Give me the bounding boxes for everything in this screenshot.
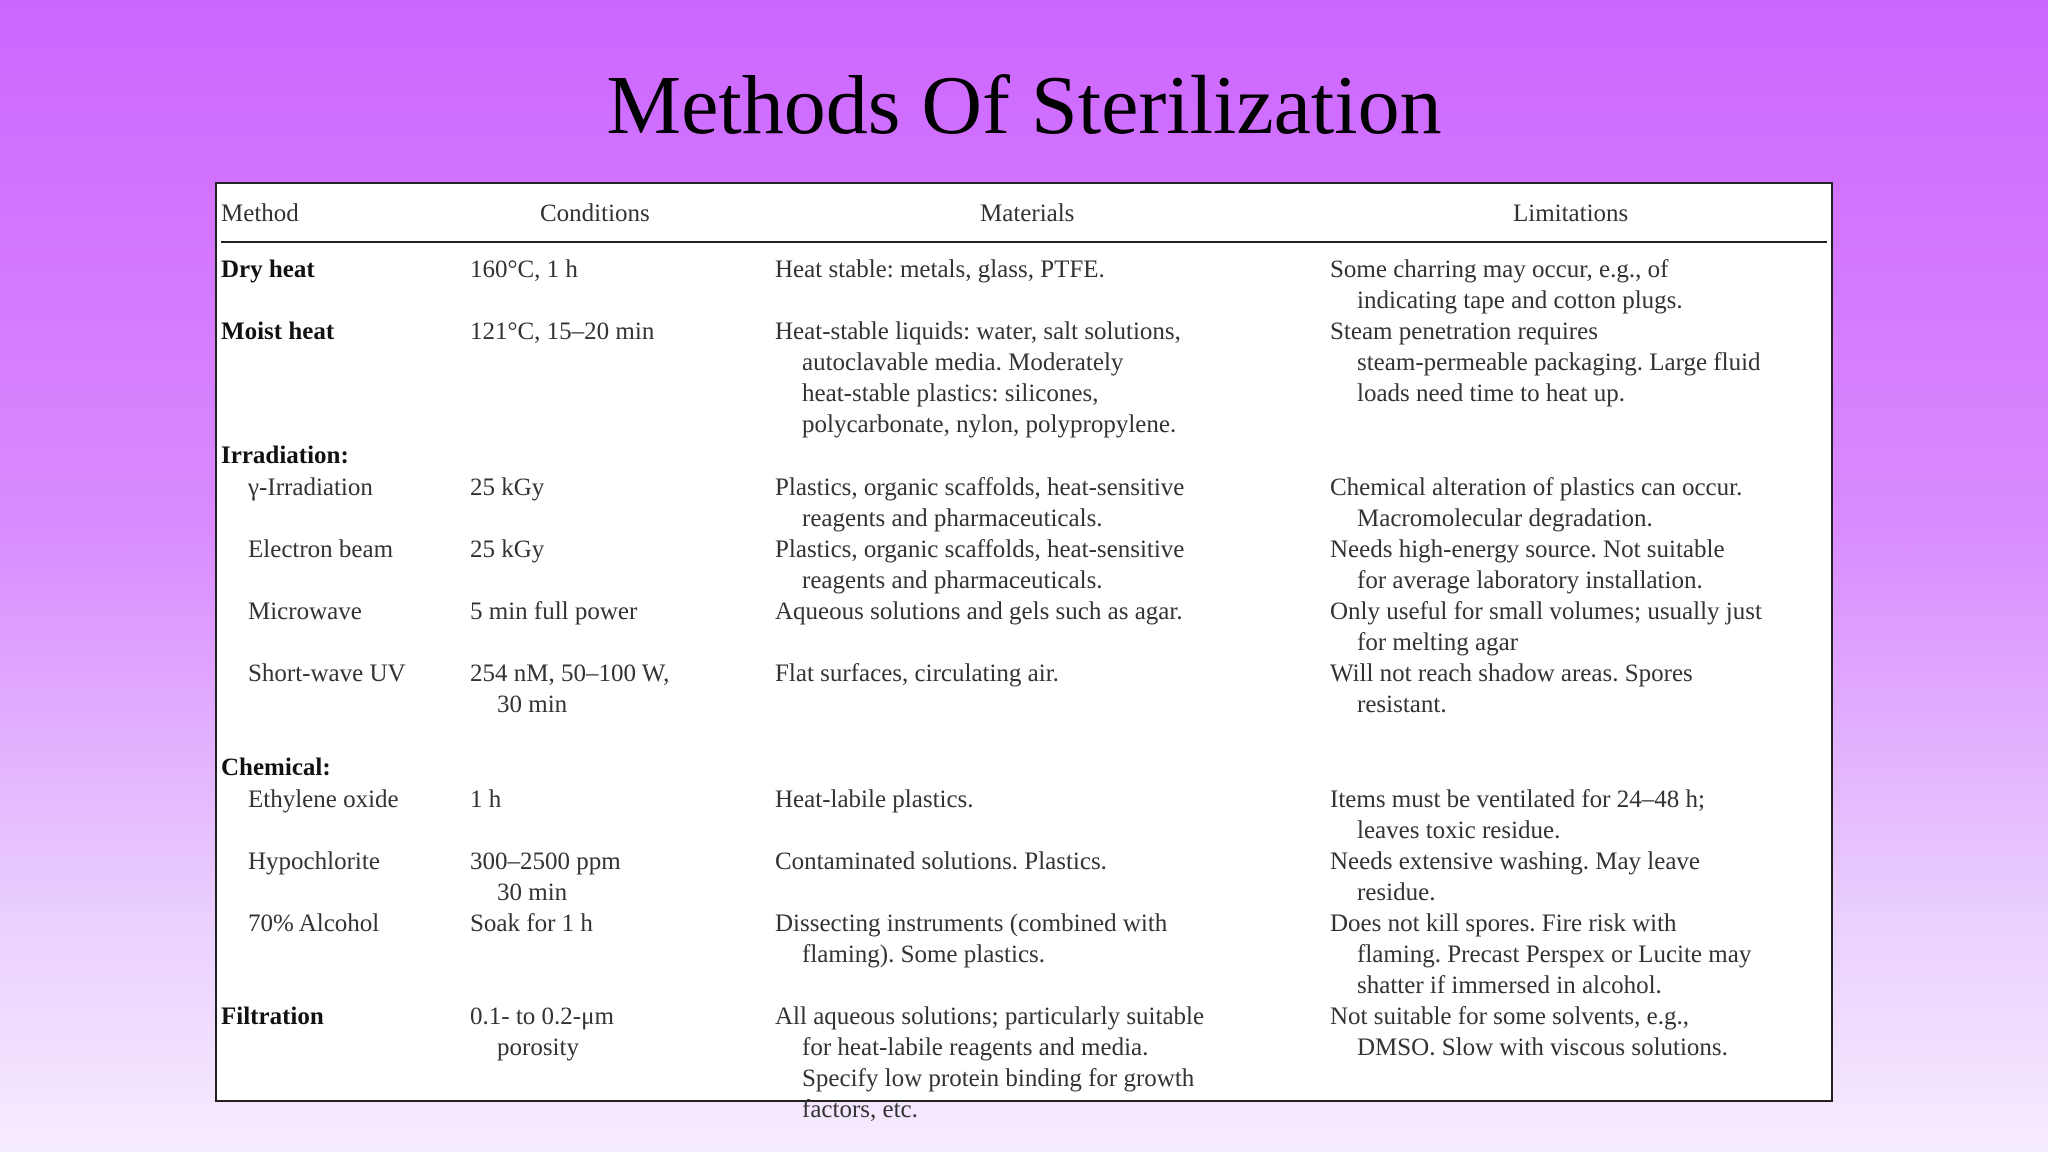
materials-cell-line: Contaminated solutions. Plastics. — [775, 848, 1107, 875]
limitations-cell — [1330, 908, 1751, 1001]
materials-cell — [775, 1001, 1204, 1125]
method-cell: Ethylene oxide — [248, 786, 399, 813]
limitations-cell — [1330, 658, 1693, 720]
materials-cell-line: Specify low protein binding for growth — [802, 1065, 1195, 1092]
materials-cell — [775, 846, 1107, 877]
method-cell: Moist heat — [221, 318, 335, 345]
conditions-cell — [470, 472, 544, 503]
limitations-cell-line: Macromolecular degradation. — [1357, 505, 1653, 532]
conditions-cell — [470, 846, 621, 908]
limitations-cell-line: for melting agar — [1357, 629, 1519, 656]
limitations-cell — [1330, 316, 1761, 409]
materials-cell-line: Dissecting instruments (combined with — [775, 910, 1168, 937]
limitations-cell — [1330, 846, 1700, 908]
conditions-cell — [470, 1001, 614, 1063]
materials-cell — [775, 316, 1181, 440]
limitations-cell — [1330, 534, 1725, 596]
method-cell: Electron beam — [248, 536, 394, 563]
materials-cell-line: Plastics, organic scaffolds, heat-sensitive — [775, 474, 1185, 501]
materials-cell-line: Heat-stable liquids: water, salt solutions, — [775, 318, 1181, 345]
materials-cell-line: reagents and pharmaceuticals. — [802, 567, 1103, 594]
limitations-cell-line: residue. — [1357, 879, 1436, 906]
conditions-cell-line: porosity — [497, 1034, 579, 1061]
limitations-cell-line: loads need time to heat up. — [1357, 380, 1625, 407]
materials-cell — [775, 534, 1184, 596]
materials-cell-line: Aqueous solutions and gels such as agar. — [775, 598, 1183, 625]
limitations-cell — [1330, 254, 1683, 316]
materials-cell-line: flaming). Some plastics. — [802, 941, 1046, 968]
header-method: Method — [221, 200, 299, 227]
method-cell: Filtration — [221, 1003, 324, 1030]
limitations-cell-line: DMSO. Slow with viscous solutions. — [1357, 1034, 1728, 1061]
header-conditions: Conditions — [540, 200, 650, 227]
header-rule — [221, 241, 1827, 243]
limitations-cell-line: Steam penetration requires — [1330, 318, 1598, 345]
conditions-cell — [470, 908, 593, 939]
conditions-cell-line: 5 min full power — [470, 598, 638, 625]
limitations-cell-line: Items must be ventilated for 24–48 h; — [1330, 786, 1705, 813]
conditions-cell-line: 254 nM, 50–100 W, — [470, 660, 670, 687]
materials-cell-line: for heat-labile reagents and media. — [802, 1034, 1149, 1061]
conditions-cell-line: 0.1- to 0.2-μm — [470, 1003, 614, 1030]
method-cell: Short-wave UV — [248, 660, 406, 687]
limitations-cell-line: leaves toxic residue. — [1357, 817, 1561, 844]
materials-cell — [775, 784, 974, 815]
limitations-cell-line: Not suitable for some solvents, e.g., — [1330, 1003, 1689, 1030]
limitations-cell-line: Needs extensive washing. May leave — [1330, 848, 1701, 875]
group-label: Irradiation: — [221, 442, 349, 469]
conditions-cell-line: 1 h — [470, 786, 502, 813]
conditions-cell-line: 160°C, 1 h — [470, 256, 578, 283]
materials-cell-line: Flat surfaces, circulating air. — [775, 660, 1059, 687]
materials-cell-line: reagents and pharmaceuticals. — [802, 505, 1103, 532]
materials-cell-line: All aqueous solutions; particularly suitable — [775, 1003, 1205, 1030]
materials-cell — [775, 658, 1059, 689]
materials-cell-line: Plastics, organic scaffolds, heat-sensitive — [775, 536, 1185, 563]
limitations-cell — [1330, 1001, 1728, 1063]
header-materials: Materials — [980, 200, 1075, 227]
conditions-cell — [470, 784, 501, 815]
limitations-cell — [1330, 784, 1705, 846]
materials-cell — [775, 908, 1167, 970]
limitations-cell-line: steam-permeable packaging. Large fluid — [1357, 349, 1761, 376]
limitations-cell-line: for average laboratory installation. — [1357, 567, 1703, 594]
sterilization-methods-table — [215, 182, 1833, 1123]
limitations-cell-line: flaming. Precast Perspex or Lucite may — [1357, 941, 1752, 968]
conditions-cell — [470, 254, 578, 285]
limitations-cell-line: shatter if immersed in alcohol. — [1357, 972, 1662, 999]
materials-cell — [775, 472, 1184, 534]
header-limitations: Limitations — [1513, 200, 1629, 227]
materials-cell — [775, 596, 1183, 627]
conditions-cell-line: 25 kGy — [470, 474, 545, 501]
materials-cell-line: autoclavable media. Moderately — [802, 349, 1124, 376]
group-label: Chemical: — [221, 754, 331, 781]
method-cell: 70% Alcohol — [248, 910, 380, 937]
conditions-cell — [470, 596, 637, 627]
limitations-cell-line: Does not kill spores. Fire risk with — [1330, 910, 1677, 937]
method-cell: γ-Irradiation — [248, 474, 373, 501]
limitations-cell-line: Only useful for small volumes; usually just — [1330, 598, 1762, 625]
conditions-cell-line: 121°C, 15–20 min — [470, 318, 655, 345]
limitations-cell-line: resistant. — [1357, 691, 1447, 718]
limitations-cell-line: Chemical alteration of plastics can occur. — [1330, 474, 1743, 501]
conditions-cell — [470, 534, 544, 565]
materials-cell-line: polycarbonate, nylon, polypropylene. — [802, 411, 1177, 438]
limitations-cell-line: Some charring may occur, e.g., of — [1330, 256, 1669, 283]
limitations-cell-line: Will not reach shadow areas. Spores — [1330, 660, 1693, 687]
limitations-cell — [1330, 472, 1742, 534]
method-cell: Hypochlorite — [248, 848, 380, 875]
materials-cell — [775, 254, 1105, 285]
slide-title: Methods Of Sterilization — [606, 59, 1442, 152]
materials-cell-line: Heat stable: metals, glass, PTFE. — [775, 256, 1105, 283]
conditions-cell-line: 30 min — [497, 691, 568, 718]
materials-cell-line: heat-stable plastics: silicones, — [802, 380, 1099, 407]
conditions-cell-line: Soak for 1 h — [470, 910, 593, 937]
method-cell: Dry heat — [221, 256, 315, 283]
conditions-cell — [470, 658, 669, 720]
materials-cell-line: Heat-labile plastics. — [775, 786, 974, 813]
conditions-cell — [470, 316, 654, 347]
conditions-cell-line: 300–2500 ppm — [470, 848, 621, 875]
limitations-cell-line: Needs high-energy source. Not suitable — [1330, 536, 1725, 563]
conditions-cell-line: 30 min — [497, 879, 568, 906]
conditions-cell-line: 25 kGy — [470, 536, 545, 563]
limitations-cell-line: indicating tape and cotton plugs. — [1357, 287, 1683, 314]
limitations-cell — [1330, 596, 1762, 658]
materials-cell-line: factors, etc. — [802, 1096, 918, 1123]
method-cell: Microwave — [248, 598, 362, 625]
